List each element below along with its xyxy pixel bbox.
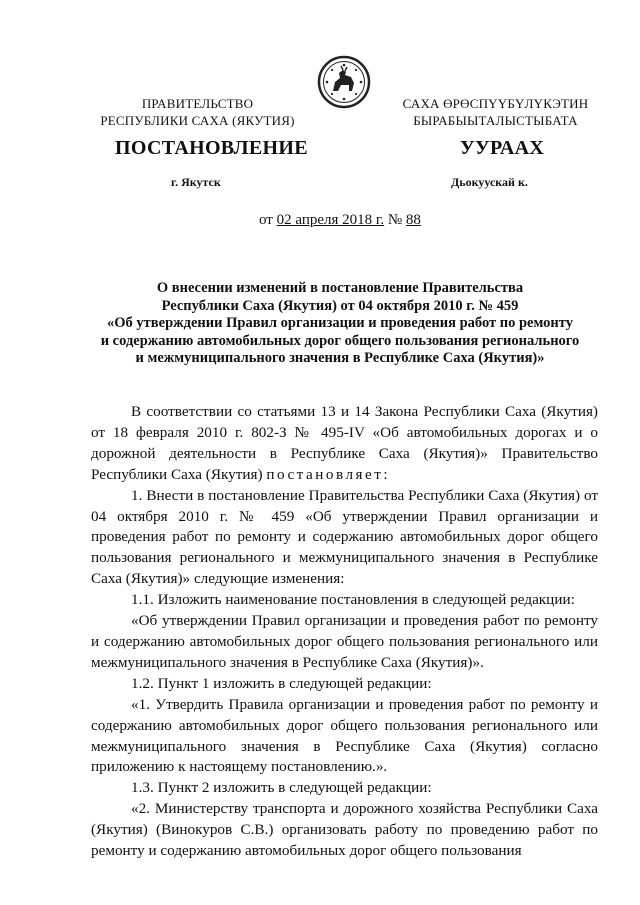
doctype-yakut: УУРААХ bbox=[460, 137, 545, 159]
org-name-russian bbox=[95, 95, 300, 129]
title-line: О внесении изменений в постановление Правительства bbox=[156, 280, 524, 296]
org-line: САХА ӨРӨСПҮҮБҮЛҮКЭТИН bbox=[402, 96, 589, 111]
clause-paragraph: 1.2. Пункт 1 изложить в следующей редакции: bbox=[131, 674, 432, 692]
preamble-paragraph bbox=[91, 402, 598, 486]
org-line: ПРАВИТЕЛЬСТВО bbox=[141, 96, 254, 111]
org-line: БЫРАБЫЫТАЛЫСТЫБАТА bbox=[413, 113, 578, 128]
title-line: и межмуниципального значения в Республике Саха (Якутия)» bbox=[135, 350, 545, 366]
document-title bbox=[90, 280, 590, 368]
quote-paragraph: «2. Министерству транспорта и дорожного хозяйства Республики Саха (Якутия) (Винокуров С.В.) организовать работу по проведению работ по ремонту и содержанию автомобильных дорог общего пользования bbox=[91, 800, 598, 860]
preamble-text: В соответствии со статьями 13 и 14 Закона Республики Саха (Якутия) от 18 февраля 2010 г. 802-З № 495-IV «Об автомобильных дорогах и о дорожной деятельности в Республике Саха (Якутия)» Правительство Республики Саха (Якутия) bbox=[91, 403, 598, 483]
title-line: Республики Саха (Якутия) от 04 октября 2010 г. № 459 bbox=[161, 297, 519, 314]
title-line: «Об утверждении Правил организации и проведения работ по ремонту bbox=[107, 315, 573, 331]
number-sign: № bbox=[384, 212, 406, 228]
title-line: и содержанию автомобильных дорог общего пользования регионального bbox=[100, 332, 580, 349]
org-line: РЕСПУБЛИКИ САХА (ЯКУТИЯ) bbox=[100, 113, 295, 128]
quote-paragraph: «Об утверждении Правил организации и проведения работ по ремонту и содержанию автомобильных дорог общего пользования регионального или межмуниципального значения в Республике Саха (Якутия)». bbox=[91, 612, 598, 671]
document-number: 88 bbox=[405, 212, 421, 228]
document-dateline bbox=[259, 212, 421, 229]
quote-paragraph: «1. Утвердить Правила организации и проведения работ по ремонту и содержанию автомобильных дорог общего пользования регионального или межмуниципального значения в Республике Саха (Якутия) согласно приложению к настоящему постановлению.». bbox=[91, 695, 598, 776]
clause-paragraph: 1.1. Изложить наименование постановления в следующей редакции: bbox=[131, 591, 575, 609]
city-yakut: Дьокуускай к. bbox=[451, 175, 528, 189]
clause-paragraph: 1. Внести в постановление Правительства Республики Саха (Якутия) от 04 октября 2010 г. № 459 «Об утверждении Правил организации и проведения работ по ремонту и содержанию автомобильных дорог общего пользования регионального и межмуниципального значения в Республике Саха (Якутия)» следующие изменения: bbox=[91, 486, 598, 588]
doctype-russian: ПОСТАНОВЛЕНИЕ bbox=[115, 137, 308, 159]
org-name-yakut bbox=[388, 95, 603, 129]
date-prefix: от bbox=[259, 212, 277, 228]
document-date: 02 апреля 2018 г. bbox=[276, 212, 385, 228]
document-body bbox=[91, 402, 598, 862]
resolves-word: постановляет: bbox=[266, 465, 391, 483]
coat-of-arms-icon bbox=[317, 55, 371, 109]
city-russian: г. Якутск bbox=[171, 175, 221, 189]
clause-paragraph: 1.3. Пункт 2 изложить в следующей редакции: bbox=[131, 779, 432, 797]
